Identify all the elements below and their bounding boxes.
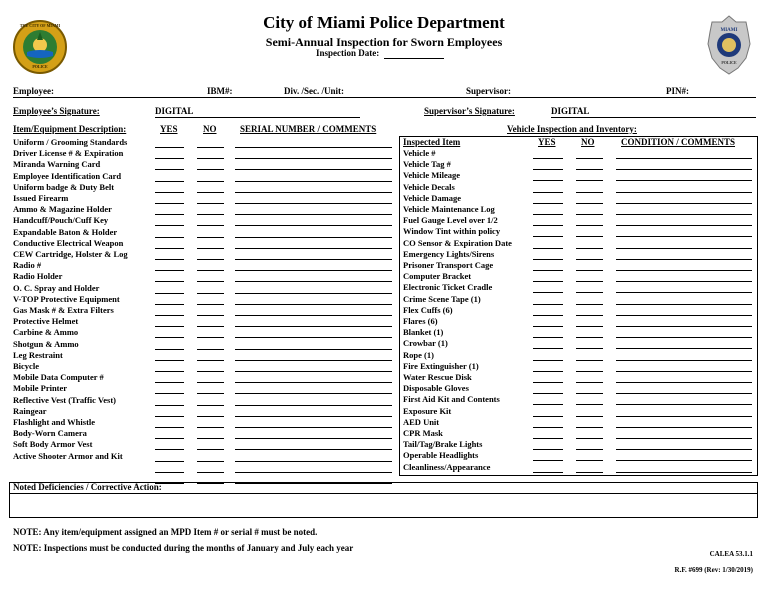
calea-reference: CALEA 53.1.1 [709,550,753,558]
equipment-item-label: Conductive Electrical Weapon [13,237,124,248]
vehicle-no-blank[interactable] [576,438,603,439]
equipment-yes-blank[interactable] [155,281,184,282]
equipment-item-label: Handcuff/Pouch/Cuff Key [13,215,109,226]
page-subtitle: Semi-Annual Inspection for Sworn Employees [265,35,503,49]
equipment-item-label: Shotgun & Ammo [13,338,79,349]
equipment-item-label: CEW Cartridge, Holster & Log [13,249,128,259]
vehicle-yes-blank[interactable] [533,169,563,170]
vehicle-yes-blank[interactable] [533,180,563,181]
vehicle-yes-blank[interactable] [533,214,563,215]
equipment-item-label: Protective Helmet [13,316,79,327]
vehicle-item-label: Vehicle Decals [403,181,455,192]
vehicle-condition-blank[interactable] [616,360,752,361]
vehicle-item-label: Prisoner Transport Cage [403,260,494,270]
badge-text-bottom: POLICE [721,60,737,65]
vehicle-yes-blank[interactable] [533,281,563,282]
vehicle-item-label: Flex Cuffs (6) [403,304,453,315]
vehicle-condition-blank[interactable] [616,438,752,439]
equipment-no-blank[interactable] [197,449,224,450]
equipment-serial-blank[interactable] [235,304,392,305]
inspection-date-field[interactable] [384,58,444,59]
vehicle-yes-blank[interactable] [533,360,563,361]
equipment-item-label: Raingear [13,405,47,416]
equipment-yes-blank[interactable] [155,270,184,271]
equipment-yes-blank[interactable] [155,304,184,305]
equipment-yes-blank[interactable] [155,192,184,193]
vehicle-item-label: Flares (6) [403,316,438,326]
vehicle-condition-blank[interactable] [616,348,752,349]
vehicle-no-blank[interactable] [576,248,603,249]
vehicle-no-blank[interactable] [576,371,603,372]
equipment-no-blank[interactable] [197,181,224,182]
vehicle-yes-blank[interactable] [533,404,563,405]
vehicle-item-label: Vehicle Mileage [403,170,461,181]
vehicle-no-blank[interactable] [576,449,603,450]
equipment-serial-blank[interactable] [235,461,392,462]
equipment-header: Item/Equipment Description: [13,124,127,134]
vehicle-condition-blank[interactable] [616,203,752,204]
vehicle-yes-blank[interactable] [533,348,563,349]
vehicle-no-blank[interactable] [576,169,603,170]
equipment-no-blank[interactable] [197,326,224,327]
equipment-item-label: Radio # [13,260,42,271]
equipment-item-label: Employee Identification Card [13,170,122,181]
vehicle-no-blank[interactable] [576,192,603,193]
vehicle-item-label: Emergency Lights/Sirens [403,248,495,259]
equipment-yes-blank[interactable] [155,382,184,383]
equipment-no-blank[interactable] [197,237,224,238]
equipment-item-label: Flashlight and Whistle [13,417,96,427]
vehicle-yes-blank[interactable] [533,472,563,473]
vehicle-condition-blank[interactable] [616,292,752,293]
equipment-yes-blank[interactable] [155,461,184,462]
vehicle-condition-blank[interactable] [616,393,752,394]
equipment-no-blank[interactable] [197,371,224,372]
vehicle-no-blank[interactable] [576,427,603,428]
vehicle-item-label: Electronic Ticket Cradle [403,282,493,293]
equipment-item-label: Reflective Vest (Traffic Vest) [13,394,116,405]
equipment-no-blank[interactable] [197,382,224,383]
vehicle-condition-blank[interactable] [616,404,752,405]
employee-label: Employee: [13,86,54,96]
vehicle-no-blank[interactable] [576,236,603,237]
equipment-no-blank[interactable] [197,293,224,294]
equipment-serial-blank[interactable] [235,169,392,170]
equipment-no-blank[interactable] [197,147,224,148]
vehicle-item-label: CPR Mask [403,428,443,438]
equipment-yes-blank[interactable] [155,237,184,238]
vehicle-yes-blank[interactable] [533,438,563,439]
equipment-no-blank[interactable] [197,304,224,305]
equipment-serial-blank[interactable] [235,393,392,394]
vehicle-no-blank[interactable] [576,203,603,204]
equipment-no-blank[interactable] [197,158,224,159]
vehicle-item-label: Vehicle Tag # [403,159,451,170]
vehicle-condition-blank[interactable] [616,460,752,461]
equipment-serial-blank[interactable] [235,203,392,204]
equipment-serial-blank[interactable] [235,427,392,428]
equipment-serial-blank[interactable] [235,147,392,148]
equipment-no-blank[interactable] [197,281,224,282]
vehicle-no-blank[interactable] [576,270,603,271]
vehicle-condition-blank[interactable] [616,326,752,327]
equipment-yes-blank[interactable] [155,405,184,406]
vehicle-no-blank[interactable] [576,416,603,417]
equipment-yes-blank[interactable] [155,259,184,260]
vehicle-no-blank[interactable] [576,304,603,305]
vehicle-yes-blank[interactable] [533,236,563,237]
equipment-serial-blank[interactable] [235,248,392,249]
equipment-yes-blank[interactable] [155,326,184,327]
vehicle-condition-blank[interactable] [616,158,752,159]
vehicle-no-blank[interactable] [576,214,603,215]
vehicle-no-blank[interactable] [576,281,603,282]
equipment-serial-blank[interactable] [235,237,392,238]
vehicle-item-label: CO Sensor & Expiration Date [403,237,512,248]
equipment-no-blank[interactable] [197,337,224,338]
equipment-no-header: NO [203,124,217,134]
equipment-item-label: Driver License # & Expiration [13,148,124,159]
equipment-serial-header: SERIAL NUMBER / COMMENTS [240,124,377,134]
equipment-serial-blank[interactable] [235,293,392,294]
vehicle-item-label: AED Unit [403,416,440,427]
equipment-item-label: Soft Body Armor Vest [13,439,93,450]
equipment-no-blank[interactable] [197,360,224,361]
vehicle-no-blank[interactable] [576,315,603,316]
vehicle-item-label: Operable Headlights [403,450,479,461]
equipment-no-blank[interactable] [197,270,224,271]
vehicle-item-label: Vehicle # [403,148,436,158]
vehicle-condition-blank[interactable] [616,180,752,181]
equipment-serial-blank[interactable] [235,315,392,316]
equipment-yes-blank[interactable] [155,158,184,159]
vehicle-item-label: Fuel Gauge Level over 1/2 [403,215,498,226]
equipment-no-blank[interactable] [197,472,224,473]
equipment-serial-blank[interactable] [235,337,392,338]
equipment-yes-blank[interactable] [155,438,184,439]
note-2: NOTE: Inspections must be conducted during the months of January and July each year [13,543,354,553]
equipment-item-label: Uniform badge & Duty Belt [13,181,115,192]
equipment-serial-blank[interactable] [235,158,392,159]
vehicle-yes-blank[interactable] [533,292,563,293]
vehicle-section-title: Vehicle Inspection and Inventory: [507,124,637,134]
deficiencies-label: Noted Deficiencies / Corrective Action: [13,482,162,492]
equipment-serial-blank[interactable] [235,371,392,372]
vehicle-condition-header: CONDITION / COMMENTS [621,137,736,147]
equipment-serial-blank[interactable] [235,214,392,215]
vehicle-item-label: Cleanliness/Appearance [403,461,491,472]
page-title: City of Miami Police Department [263,13,505,32]
equipment-item-label: Leg Restraint [13,349,63,360]
vehicle-item-label: Disposable Gloves [403,383,469,394]
equipment-serial-blank[interactable] [235,281,392,282]
equipment-serial-blank[interactable] [235,438,392,439]
equipment-item-label: Body-Worn Camera [13,428,87,439]
equipment-serial-blank[interactable] [235,181,392,182]
vehicle-item-label: First Aid Kit and Contents [403,394,500,405]
vehicle-yes-blank[interactable] [533,192,563,193]
equipment-no-blank[interactable] [197,349,224,350]
vehicle-item-label: Fire Extinguisher (1) [403,360,479,371]
vehicle-condition-blank[interactable] [616,169,752,170]
supervisor-signature-label: Supervisor’s Signature: [424,106,515,116]
vehicle-yes-blank[interactable] [533,259,563,260]
employee-signature-line [155,117,360,118]
vehicle-no-blank[interactable] [576,382,603,383]
vehicle-condition-blank[interactable] [616,304,752,305]
vehicle-no-blank[interactable] [576,225,603,226]
equipment-serial-blank[interactable] [235,259,392,260]
vehicle-yes-blank[interactable] [533,203,563,204]
equipment-yes-blank[interactable] [155,360,184,361]
vehicle-yes-blank[interactable] [533,326,563,327]
equipment-item-label: Mobile Printer [13,383,68,394]
vehicle-condition-blank[interactable] [616,337,752,338]
employee-signature-value[interactable]: DIGITAL [155,106,194,116]
equipment-yes-blank[interactable] [155,349,184,350]
equipment-item-label: Gas Mask # & Extra Filters [13,305,114,315]
vehicle-item-label: Exposure Kit [403,405,452,416]
vehicle-no-blank[interactable] [576,326,603,327]
vehicle-item-label: Blanket (1) [403,327,444,338]
equipment-no-blank[interactable] [197,438,224,439]
vehicle-condition-blank[interactable] [616,236,752,237]
vehicle-item-label: Crime Scene Tape (1) [403,293,481,304]
equipment-serial-blank[interactable] [235,225,392,226]
equipment-item-label: Expandable Baton & Holder [13,226,118,237]
equipment-no-blank[interactable] [197,203,224,204]
equipment-no-blank[interactable] [197,225,224,226]
employee-signature-label: Employee’s Signature: [13,106,100,116]
seal-text-bottom: POLICE [32,64,48,69]
vehicle-yes-blank[interactable] [533,158,563,159]
equipment-serial-blank[interactable] [235,449,392,450]
equipment-yes-blank[interactable] [155,427,184,428]
equipment-yes-blank[interactable] [155,181,184,182]
deficiencies-divider [9,493,758,494]
equipment-item-label: Miranda Warning Card [13,159,101,170]
equipment-serial-blank[interactable] [235,405,392,406]
vehicle-condition-blank[interactable] [616,315,752,316]
equipment-item-label: Mobile Data Computer # [13,372,104,383]
equipment-item-label: Active Shooter Armor and Kit [13,450,123,461]
equipment-no-blank[interactable] [197,169,224,170]
vehicle-yes-blank[interactable] [533,337,563,338]
supervisor-label: Supervisor: [466,86,511,96]
vehicle-yes-blank[interactable] [533,449,563,450]
equipment-no-blank[interactable] [197,248,224,249]
vehicle-item-label: Crowbar (1) [403,338,448,349]
vehicle-no-blank[interactable] [576,393,603,394]
equipment-no-blank[interactable] [197,427,224,428]
vehicle-condition-blank[interactable] [616,416,752,417]
equipment-item-label: Uniform / Grooming Standards [13,137,128,147]
vehicle-no-blank[interactable] [576,259,603,260]
equipment-yes-header: YES [160,124,178,134]
equipment-yes-blank[interactable] [155,416,184,417]
equipment-yes-blank[interactable] [155,248,184,249]
equipment-yes-blank[interactable] [155,169,184,170]
vehicle-no-blank[interactable] [576,158,603,159]
vehicle-yes-blank[interactable] [533,270,563,271]
equipment-serial-blank[interactable] [235,270,392,271]
vehicle-condition-blank[interactable] [616,449,752,450]
vehicle-condition-blank[interactable] [616,371,752,372]
vehicle-no-blank[interactable] [576,348,603,349]
vehicle-yes-blank[interactable] [533,460,563,461]
vehicle-no-blank[interactable] [576,180,603,181]
vehicle-no-blank[interactable] [576,460,603,461]
equipment-no-blank[interactable] [197,393,224,394]
equipment-item-label: Radio Holder [13,271,63,282]
equipment-yes-blank[interactable] [155,147,184,148]
equipment-serial-blank[interactable] [235,416,392,417]
equipment-item-label: Carbine & Ammo [13,327,79,338]
vehicle-no-blank[interactable] [576,472,603,473]
ibm-label: IBM#: [207,86,233,96]
vehicle-yes-blank[interactable] [533,427,563,428]
equipment-yes-blank[interactable] [155,203,184,204]
vehicle-condition-blank[interactable] [616,270,752,271]
vehicle-condition-blank[interactable] [616,214,752,215]
equipment-no-blank[interactable] [197,461,224,462]
equipment-yes-blank[interactable] [155,315,184,316]
vehicle-yes-blank[interactable] [533,315,563,316]
vehicle-no-blank[interactable] [576,360,603,361]
equipment-no-blank[interactable] [197,416,224,417]
vehicle-no-blank[interactable] [576,292,603,293]
vehicle-condition-blank[interactable] [616,382,752,383]
vehicle-yes-blank[interactable] [533,225,563,226]
vehicle-yes-header: YES [538,137,556,147]
equipment-yes-blank[interactable] [155,472,184,473]
vehicle-item-label: Water Rescue Disk [403,372,472,382]
vehicle-yes-blank[interactable] [533,371,563,372]
equipment-item-label: Bicycle [13,361,39,371]
vehicle-condition-blank[interactable] [616,192,752,193]
vehicle-condition-blank[interactable] [616,259,752,260]
vehicle-yes-blank[interactable] [533,416,563,417]
equipment-serial-blank[interactable] [235,472,392,473]
note-1: NOTE: Any item/equipment assigned an MPD Item # or serial # must be noted. [13,527,318,537]
vehicle-item-label: Computer Bracket [403,271,472,282]
equipment-yes-blank[interactable] [155,449,184,450]
div-sec-unit-label: Div. /Sec. /Unit: [284,86,344,96]
vehicle-no-header: NO [581,137,595,147]
vehicle-condition-blank[interactable] [616,472,752,473]
equipment-serial-blank[interactable] [235,349,392,350]
equipment-no-blank[interactable] [197,315,224,316]
vehicle-item-label: Window Tint within policy [403,226,501,237]
equipment-serial-blank[interactable] [235,192,392,193]
inspection-date-label: Inspection Date: [316,48,380,58]
supervisor-signature-line [551,117,756,118]
equipment-yes-blank[interactable] [155,393,184,394]
equipment-item-label: O. C. Spray and Holder [13,282,100,293]
vehicle-condition-blank[interactable] [616,281,752,282]
vehicle-item-label: Vehicle Damage [403,192,461,203]
seal-text-top: THE CITY OF MIAMI [19,23,61,28]
employee-row-line [13,97,756,98]
vehicle-item-header: Inspected Item [403,137,461,147]
vehicle-no-blank[interactable] [576,404,603,405]
equipment-no-blank[interactable] [197,214,224,215]
vehicle-item-label: Tail/Tag/Brake Lights [403,439,483,450]
equipment-no-blank[interactable] [197,405,224,406]
equipment-item-label: Issued Firearm [13,193,69,203]
vehicle-condition-blank[interactable] [616,248,752,249]
equipment-no-blank[interactable] [197,192,224,193]
equipment-serial-blank[interactable] [235,382,392,383]
supervisor-signature-value[interactable]: DIGITAL [551,106,590,116]
equipment-yes-blank[interactable] [155,371,184,372]
equipment-yes-blank[interactable] [155,337,184,338]
vehicle-item-label: Rope (1) [403,349,434,360]
vehicle-condition-blank[interactable] [616,225,752,226]
equipment-item-label: Ammo & Magazine Holder [13,204,112,215]
pin-label: PIN#: [666,86,689,96]
badge-text-top: MIAMI [720,28,738,33]
vehicle-yes-blank[interactable] [533,382,563,383]
equipment-no-blank[interactable] [197,259,224,260]
vehicle-no-blank[interactable] [576,337,603,338]
equipment-yes-blank[interactable] [155,225,184,226]
equipment-yes-blank[interactable] [155,214,184,215]
equipment-item-label: V-TOP Protective Equipment [13,293,120,304]
equipment-serial-blank[interactable] [235,360,392,361]
equipment-serial-blank[interactable] [235,326,392,327]
vehicle-yes-blank[interactable] [533,393,563,394]
form-number: R.F. #699 (Rev: 1/30/2019) [674,566,753,574]
vehicle-yes-blank[interactable] [533,248,563,249]
vehicle-condition-blank[interactable] [616,427,752,428]
vehicle-item-label: Vehicle Maintenance Log [403,204,495,214]
vehicle-yes-blank[interactable] [533,304,563,305]
equipment-yes-blank[interactable] [155,293,184,294]
